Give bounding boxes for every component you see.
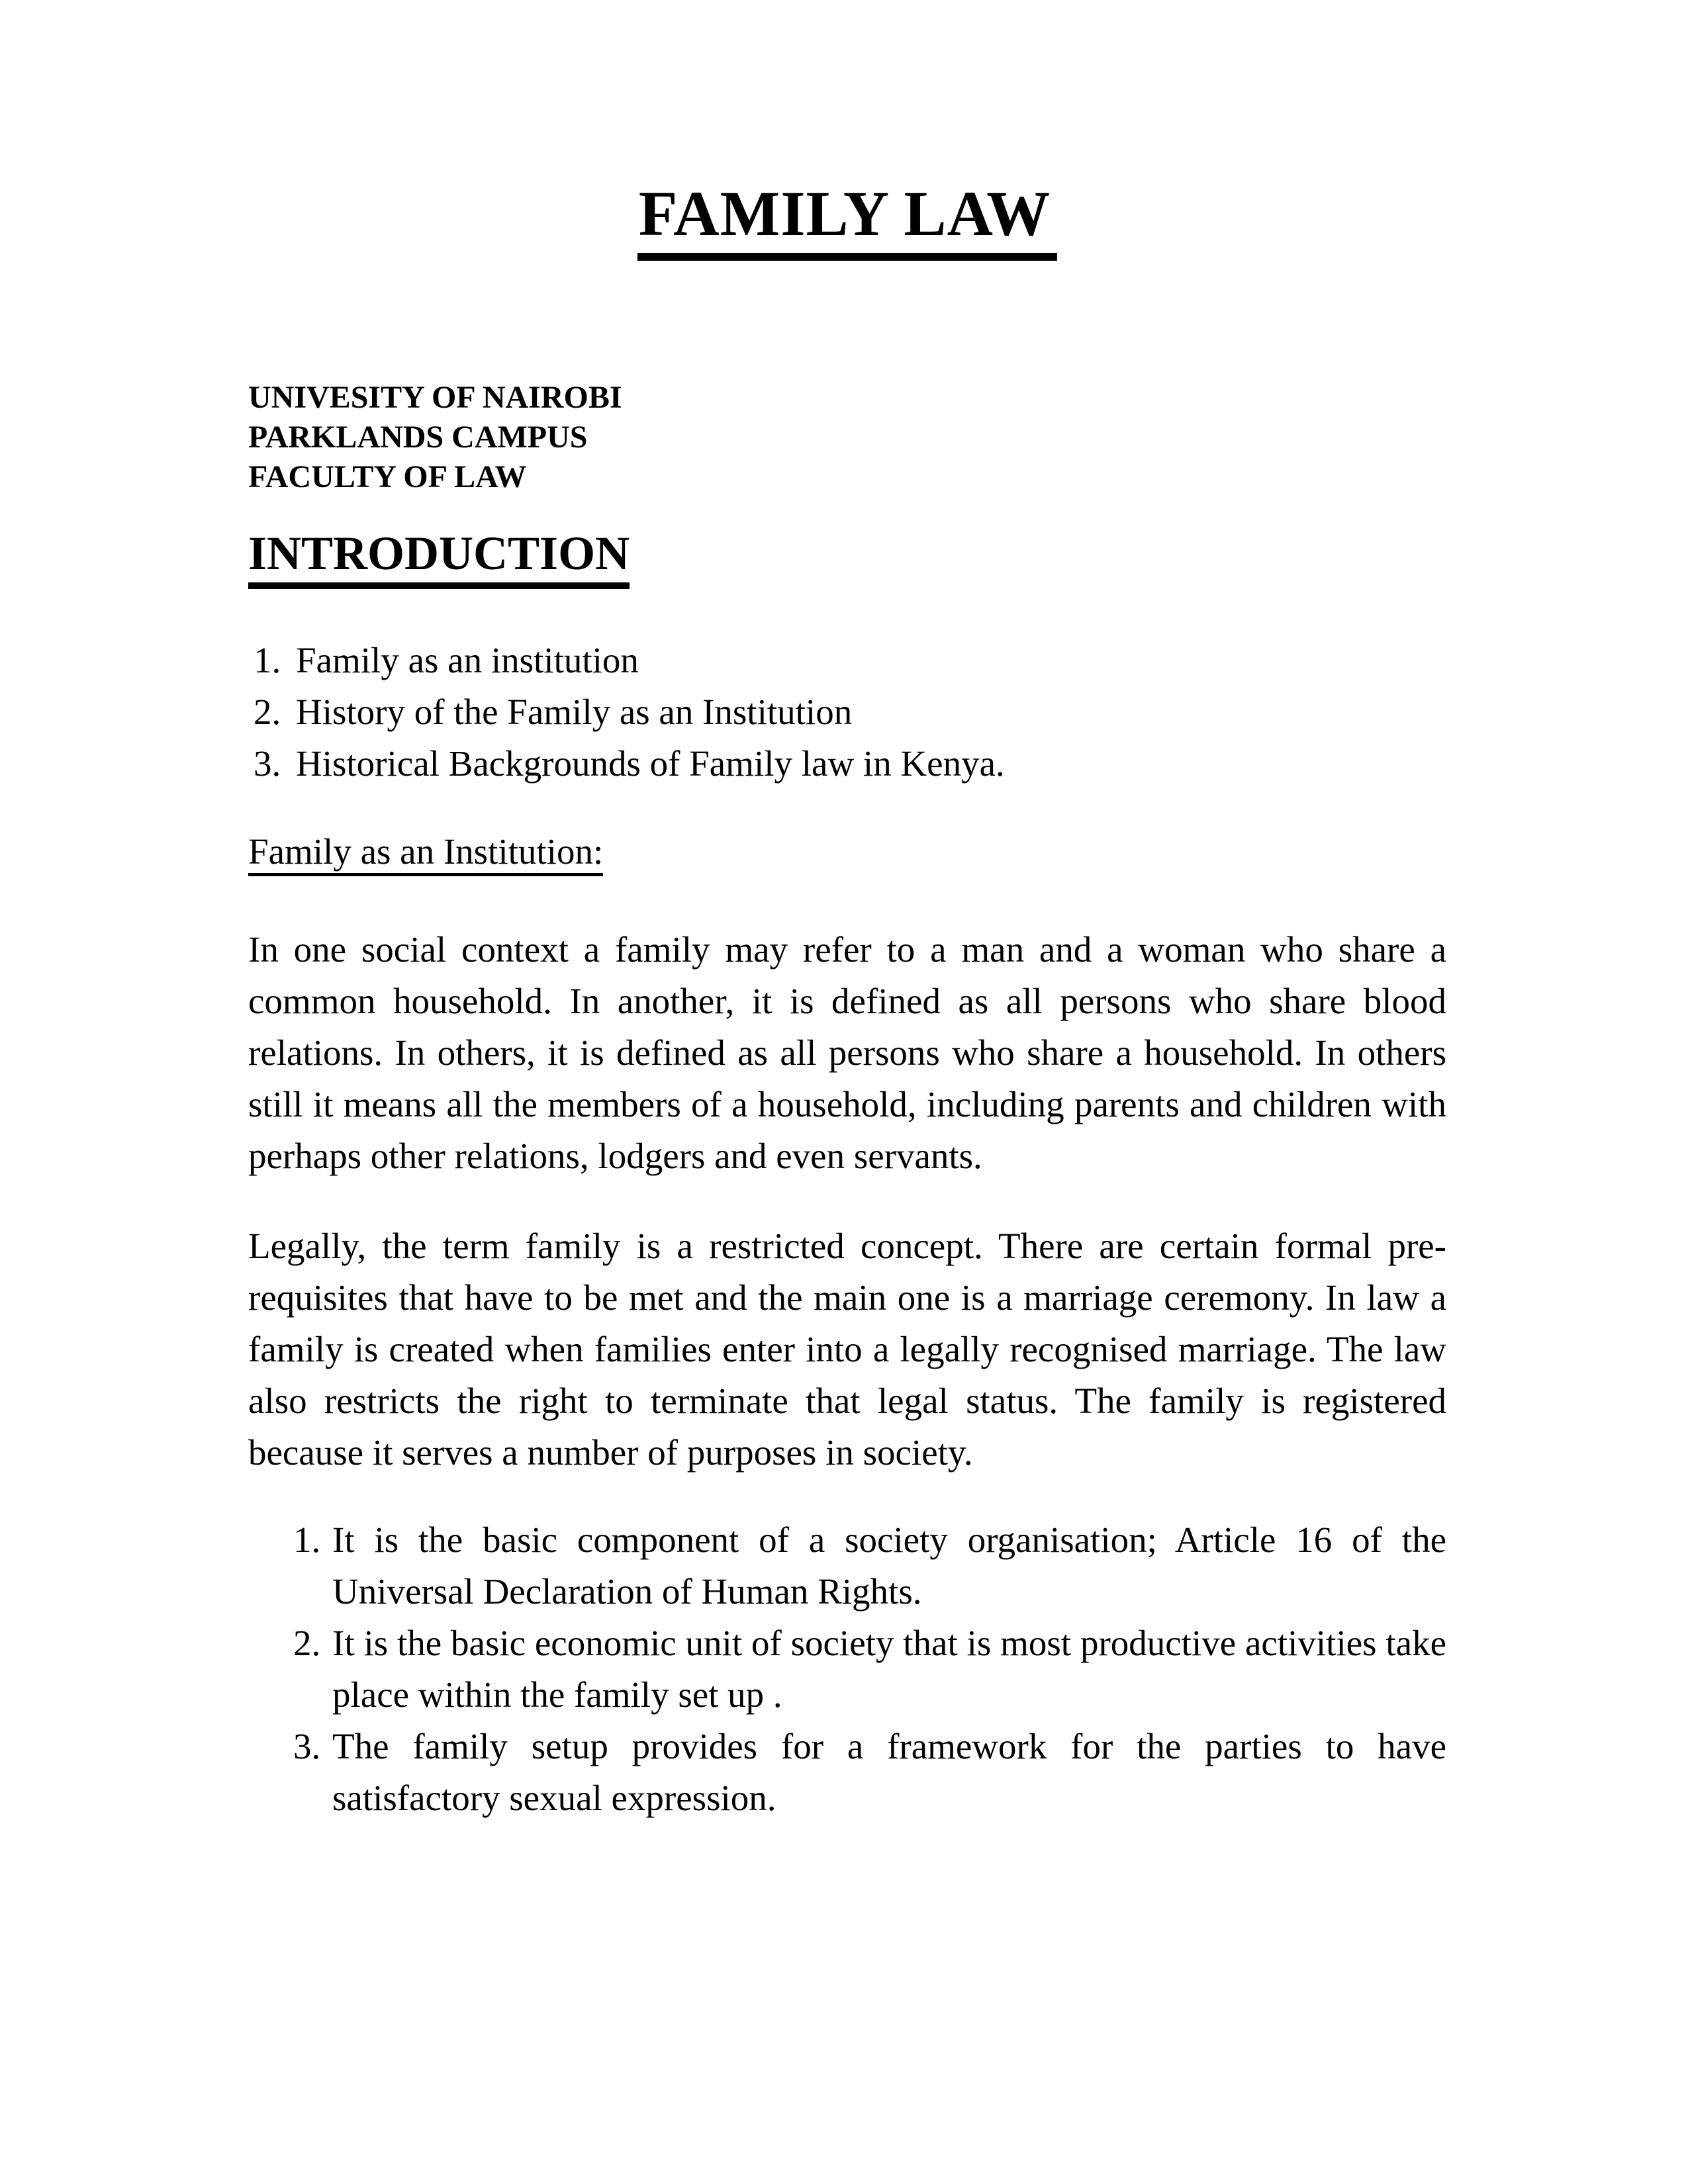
list-item-number: 3. xyxy=(293,1726,321,1766)
document-title: FAMILY LAW xyxy=(637,178,1058,261)
list-item-number: 2. xyxy=(254,692,281,732)
section-heading-block xyxy=(248,826,1446,878)
list-item xyxy=(248,686,1446,738)
title-block xyxy=(248,177,1446,269)
institution-block xyxy=(248,378,1446,497)
list-item-number: 2. xyxy=(293,1623,321,1663)
institution-university-line: UNIVESITY OF NAIROBI xyxy=(248,380,622,415)
institution-faculty-line: FACULTY OF LAW xyxy=(248,459,527,494)
list-item xyxy=(248,1721,1446,1824)
list-item-text: It is the basic component of a society organisation; Article 16 of the Universal Declaration of Human Rights. xyxy=(332,1520,1446,1612)
list-item xyxy=(248,1617,1446,1721)
introduction-heading-block xyxy=(248,525,1446,595)
list-item xyxy=(248,1514,1446,1617)
section-heading: Family as an Institution: xyxy=(248,831,603,876)
introduction-topics-list xyxy=(248,635,1446,790)
institution-campus-line: PARKLANDS CAMPUS xyxy=(248,420,588,455)
list-item xyxy=(248,635,1446,686)
paragraph-legal-concept: Legally, the term family is a restricted concept. There are certain formal pre-requisites that have to be met and the main one is a marriage ceremony. In law a family is created when families enter into a legally recognised marriage. The law also restricts the right to terminate that legal status. The family is registered because it serves a number of purposes in society. xyxy=(248,1226,1446,1473)
list-item-text: It is the basic economic unit of society that is most productive activities take place within the family set up . xyxy=(332,1623,1446,1715)
purposes-list xyxy=(248,1514,1446,1824)
list-item-text: History of the Family as an Institution xyxy=(296,692,853,732)
list-item-number: 1. xyxy=(254,640,281,680)
list-item-text: Historical Backgrounds of Family law in Kenya. xyxy=(296,743,1005,784)
list-item-text: Family as an institution xyxy=(296,640,639,680)
list-item-number: 3. xyxy=(254,743,281,784)
list-item-number: 1. xyxy=(293,1520,321,1560)
list-item xyxy=(248,738,1446,790)
introduction-heading: INTRODUCTION xyxy=(248,527,630,589)
paragraph-family-definition: In one social context a family may refer to a man and a woman who share a common household. In another, it is defined as all persons who share blood relations. In others, it is defined as all persons who share a household. In others still it means all the members of a household, including parents and children with perhaps other relations, lodgers and even servants. xyxy=(248,929,1446,1176)
list-item-text: The family setup provides for a framework for the parties to have satisfactory sexual expression. xyxy=(332,1726,1446,1818)
